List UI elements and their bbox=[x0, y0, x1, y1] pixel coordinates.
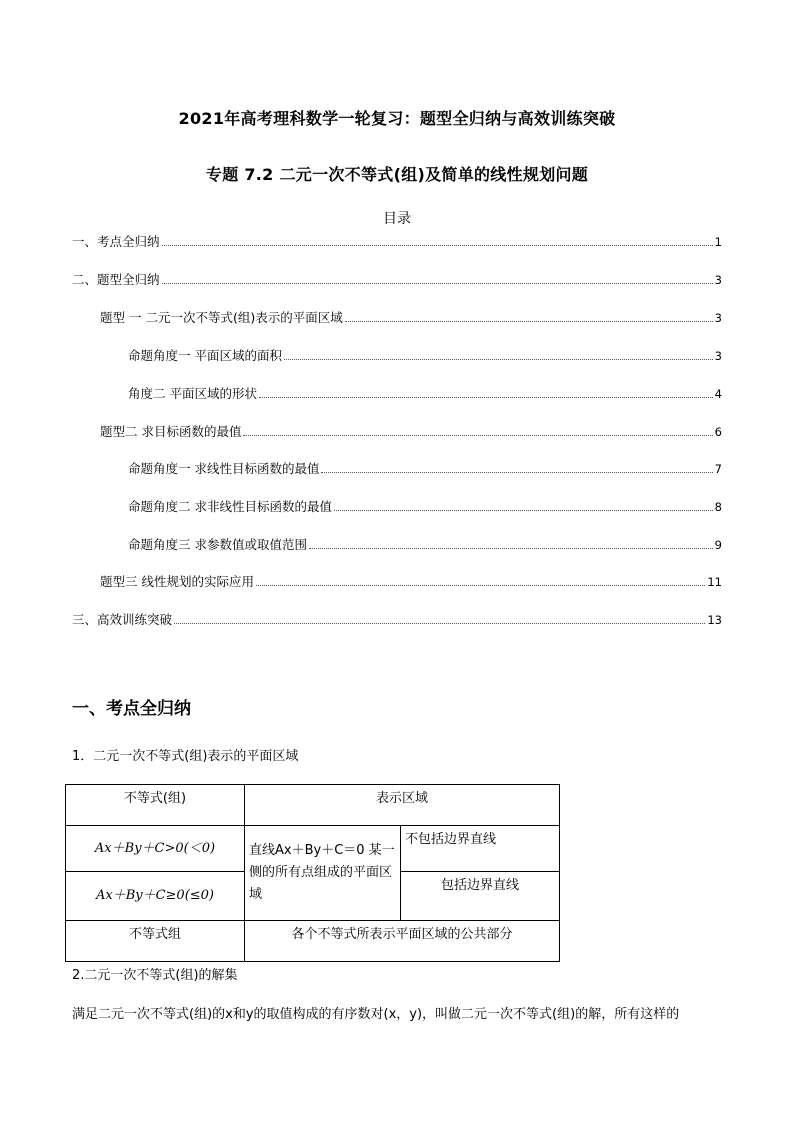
document-title: 2021年高考理科数学一轮复习：题型全归纳与高效训练突破 bbox=[178, 109, 616, 128]
table-header-cell: 不等式(组) bbox=[66, 785, 245, 826]
toc-entry-label: 题型 一 二元一次不等式(组)表示的平面区域 bbox=[100, 310, 343, 325]
toc-leader-dots bbox=[256, 584, 705, 586]
toc-entry-page: 1 bbox=[714, 235, 722, 249]
toc-entry[interactable] bbox=[128, 535, 722, 553]
toc-entry[interactable] bbox=[128, 384, 722, 402]
toc-entry[interactable] bbox=[100, 422, 722, 440]
toc-entry-page: 11 bbox=[707, 575, 722, 589]
toc-leader-dots bbox=[334, 509, 713, 511]
toc-heading: 目录 bbox=[383, 211, 411, 227]
document-subtitle: 专题 7.2 二元一次不等式(组)及简单的线性规划问题 bbox=[205, 165, 589, 184]
toc-entry[interactable] bbox=[128, 459, 722, 477]
toc-leader-dots bbox=[284, 358, 713, 360]
toc-entry-page: 13 bbox=[707, 613, 722, 627]
table-row bbox=[66, 785, 560, 826]
toc-leader-dots bbox=[345, 320, 713, 322]
item-heading: 2.二元一次不等式(组)的解集 bbox=[72, 968, 238, 983]
toc-entry-page: 3 bbox=[714, 273, 722, 287]
toc-entry[interactable] bbox=[72, 610, 722, 628]
toc-entry-label: 命题角度三 求参数值或取值范围 bbox=[128, 537, 307, 552]
toc-leader-dots bbox=[243, 434, 712, 436]
table-cell: Ax＋By＋C≥0(≤0) bbox=[66, 872, 245, 921]
toc-leader-dots bbox=[174, 622, 705, 624]
toc-entry[interactable] bbox=[100, 572, 722, 590]
toc-entry[interactable] bbox=[72, 270, 722, 288]
toc-entry-page: 8 bbox=[714, 500, 722, 514]
toc-entry[interactable] bbox=[100, 308, 722, 326]
table-cell: 各个不等式所表示平面区域的公共部分 bbox=[245, 921, 560, 962]
paragraph: 满足二元一次不等式(组)的x和y的取值构成的有序数对(x，y)，叫做二元一次不等式(组)的解，所有这样的 bbox=[72, 1007, 680, 1022]
table-cell: 不等式组 bbox=[66, 921, 245, 962]
toc-entry[interactable] bbox=[128, 346, 722, 364]
toc-entry-page: 7 bbox=[714, 462, 722, 476]
section-heading: 一、考点全归纳 bbox=[72, 699, 191, 719]
toc-entry-page: 9 bbox=[714, 538, 722, 552]
toc-entry-label: 命题角度一 求线性目标函数的最值 bbox=[128, 461, 320, 476]
toc-entry-page: 3 bbox=[714, 349, 722, 363]
table-cell: 直线Ax＋By＋C＝0 某一侧的所有点组成的平面区域 bbox=[245, 826, 401, 921]
toc-entry-label: 二、题型全归纳 bbox=[72, 272, 160, 287]
toc-entry-label: 角度二 平面区域的形状 bbox=[128, 386, 257, 401]
toc-entry-label: 一、考点全归纳 bbox=[72, 234, 160, 249]
toc-entry-label: 题型二 求目标函数的最值 bbox=[100, 424, 242, 439]
table-row bbox=[66, 826, 560, 872]
toc-entry-page: 4 bbox=[714, 387, 722, 401]
toc-entry-label: 命题角度一 平面区域的面积 bbox=[128, 348, 282, 363]
toc-entry[interactable] bbox=[72, 232, 722, 250]
toc-leader-dots bbox=[309, 547, 713, 549]
table-row bbox=[66, 921, 560, 962]
toc-leader-dots bbox=[259, 396, 713, 398]
table-header-cell: 表示区域 bbox=[245, 785, 560, 826]
toc-leader-dots bbox=[162, 244, 713, 246]
toc-entry-label: 三、高效训练突破 bbox=[72, 612, 173, 627]
toc-entry-page: 6 bbox=[714, 425, 722, 439]
toc-entry[interactable] bbox=[128, 497, 722, 515]
toc-entry-label: 题型三 线性规划的实际应用 bbox=[100, 574, 254, 589]
table-cell: 包括边界直线 bbox=[401, 872, 560, 921]
toc-leader-dots bbox=[321, 471, 712, 473]
table-cell: 不包括边界直线 bbox=[401, 826, 560, 872]
item-heading: 1．二元一次不等式(组)表示的平面区域 bbox=[72, 749, 299, 764]
inequality-region-table bbox=[65, 784, 560, 962]
toc-leader-dots bbox=[162, 282, 713, 284]
toc-entry-label: 命题角度二 求非线性目标函数的最值 bbox=[128, 499, 332, 514]
table-cell: Ax＋By＋C>0(＜0) bbox=[66, 826, 245, 872]
toc-entry-page: 3 bbox=[714, 311, 722, 325]
